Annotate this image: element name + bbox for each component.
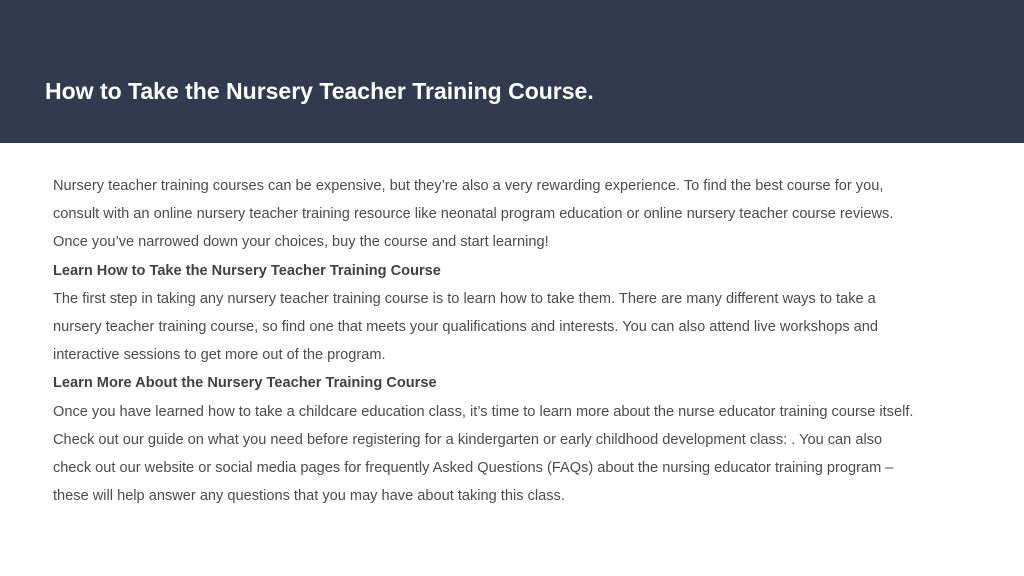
- paragraph-line: Nursery teacher training courses can be expensive, but they’re also a very rewarding experience. To find the best course for you,: [53, 178, 884, 194]
- paragraph-line: interactive sessions to get more out of the program.: [53, 347, 386, 364]
- title-banner: [0, 0, 1024, 143]
- section-heading: Learn More About the Nursery Teacher Training Course: [53, 375, 437, 392]
- paragraph-line: Once you’ve narrowed down your choices, buy the course and start learning!: [53, 234, 549, 251]
- slide-title: How to Take the Nursery Teacher Training Course.: [45, 78, 594, 104]
- paragraph-line: Check out our guide on what you need before registering for a kindergarten or early childhood development class: . You can also: [53, 431, 883, 448]
- paragraph-line: consult with an online nursery teacher training resource like neonatal program education or online nursery teacher course reviews.: [53, 206, 894, 223]
- section-heading: Learn How to Take the Nursery Teacher Training Course: [53, 262, 441, 279]
- paragraph-line: these will help answer any questions that you may have about taking this class.: [53, 488, 565, 505]
- paragraph-line: Once you have learned how to take a childcare education class, it’s time to learn more about the nurse educator training course itself.: [53, 403, 914, 420]
- paragraph-line: check out our website or social media pages for frequently Asked Questions (FAQs) about the nursing educator training program –: [53, 459, 894, 476]
- paragraph-line: The first step in taking any nursery teacher training course is to learn how to take them. There are many different ways to take a: [53, 290, 876, 307]
- paragraph-line: nursery teacher training course, so find one that meets your qualifications and interests. You can also attend live workshops and: [53, 318, 879, 335]
- body-text: [53, 172, 993, 510]
